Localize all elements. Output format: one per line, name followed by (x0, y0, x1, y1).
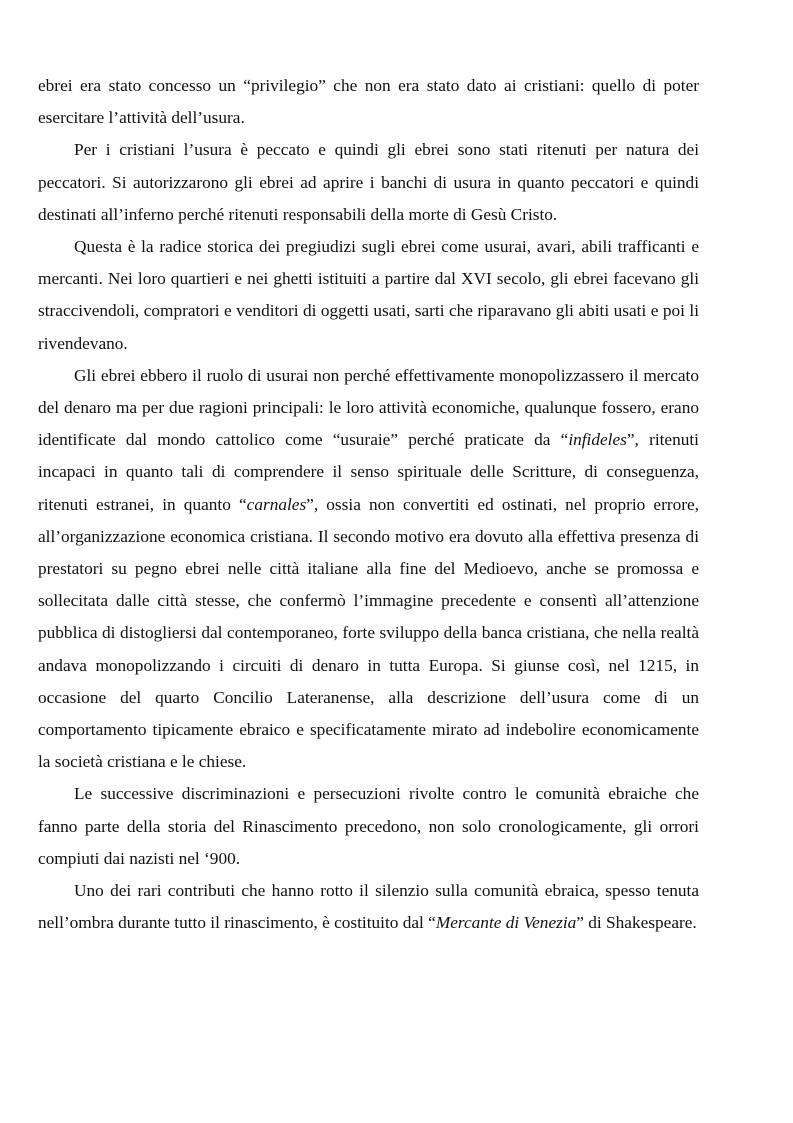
paragraph-1 (38, 70, 699, 134)
paragraph-2 (38, 134, 699, 231)
text-segment: Per i cristiani l’usura è peccato e quindi gli ebrei sono stati ritenuti per natura dei peccatori. Si autorizzarono gli ebrei ad aprire i banchi di usura in quanto peccatori e quindi destinati all’inferno perché ritenuti responsabili della morte di Gesù Cristo. (38, 140, 699, 224)
text-segment: Questa è la radice storica dei pregiudizi sugli ebrei come usurai, avari, abili trafficanti e mercanti. Nei loro quartieri e nei ghetti istituiti a partire dal XVI secolo, gli ebrei facevano gli straccivendoli, compratori e venditori di oggetti usati, sarti che riparavano gli abiti usati e poi li rivendevano. (38, 237, 699, 353)
text-segment: ebrei era stato concesso un “privilegio” che non era stato dato ai cristiani: quello di poter esercitare l’attività dell’usura. (38, 76, 699, 128)
text-segment: ” di Shakespeare. (576, 913, 697, 933)
paragraph-5 (38, 778, 699, 875)
paragraph-4 (38, 360, 699, 779)
italic-term-infideles: infideles (568, 430, 627, 450)
italic-title-mercante-di-venezia: Mercante di Venezia (435, 913, 577, 933)
text-segment: Gli ebrei ebbero il ruolo di usurai non perché effettivamente monopolizzassero il mercato del denaro ma per due ragioni principali: le loro attività economiche, qualunque fossero, erano identificate dal mondo cattolico come “usuraie” perché praticate da “ (38, 365, 699, 450)
text-segment: ”, ritenuti incapaci in quanto tali di comprendere il senso spirituale delle Scritture, di conseguenza, ritenuti estranei, in quanto “ (38, 430, 699, 514)
paragraph-6 (38, 875, 699, 939)
italic-term-carnales: carnales (246, 494, 307, 514)
text-segment: Uno dei rari contributi che hanno rotto il silenzio sulla comunità ebraica, spesso tenuta nell’ombra durante tutto il rinascimento, è costituito dal “ (38, 881, 699, 933)
paragraph-3 (38, 231, 699, 360)
text-segment: ”, ossia non convertiti ed ostinati, nel proprio errore, all’organizzazione economica cristiana. Il secondo motivo era dovuto alla effettiva presenza di prestatori su pegno ebrei nelle città italiane alla fine del Medioevo, anche se promossa e sollecitata dalle città stesse, che confermò l’immagine precedente e consentì all’attenzione pubblica di distogliersi dal contemporaneo, forte sviluppo della banca cristiana, che nella realtà andava monopolizzando i circuiti di denaro in tutta Europa. Si giunse così, nel 1215, in occasione del quarto Concilio Lateranense, alla descrizione dell’usura come di un comportamento tipicamente ebraico e specificatamente mirato ad indebolire economicamente la società cristiana e le chiese. (38, 494, 699, 772)
text-segment: Le successive discriminazioni e persecuzioni rivolte contro le comunità ebraiche che fanno parte della storia del Rinascimento precedono, non solo cronologicamente, gli orrori compiuti dai nazisti nel ‘900. (38, 784, 699, 868)
document-page (38, 70, 699, 939)
